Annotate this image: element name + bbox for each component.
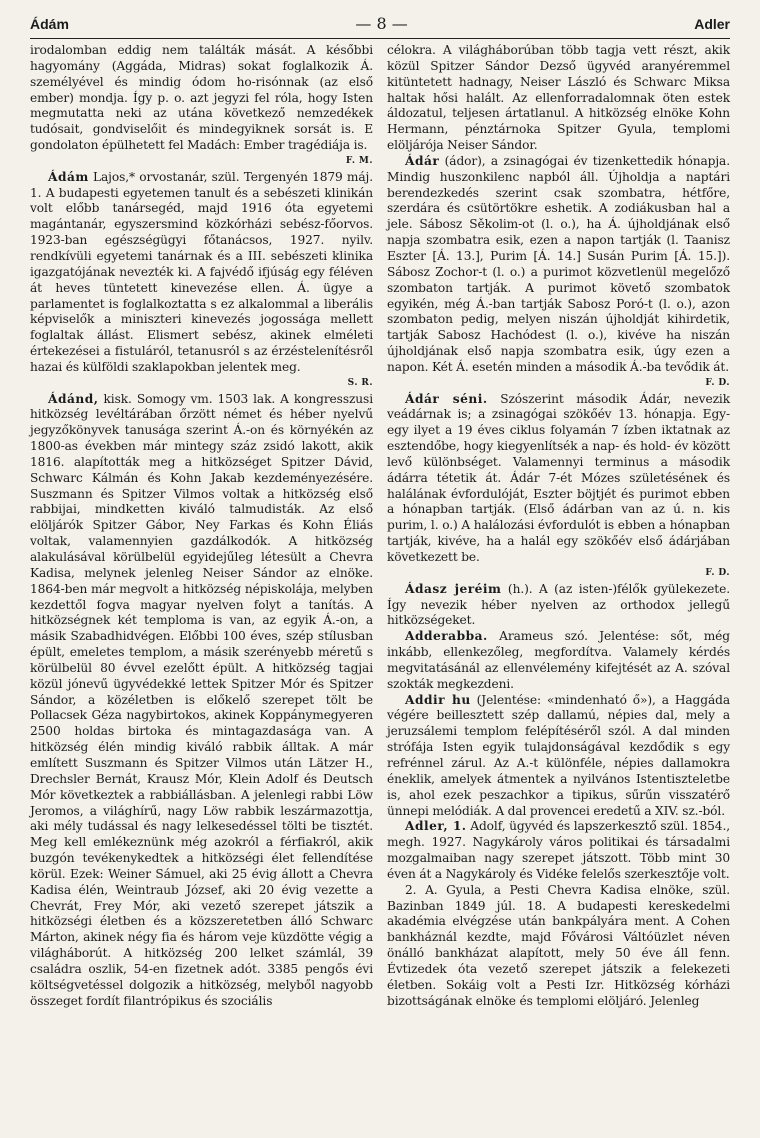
- page-number: — 8 —: [355, 14, 408, 33]
- entry-text: Szószerint második Ádár, nevezik veádárnak is; a zsinagógai szökőév 13. hónapja. Egy-egy ilyet a 19 éves ciklus folyamán 7 ízben iktatnak az esztendőbe, hogy kiegyenlítsék a nap- és hold- év között levő különbséget. Valamennyi terminus a második ádárra tétetik át. Ádár 7-ét Mózes születésének és halálának évfordulóját, Eszter böjtjét és purimot ebben a hónapban tartják. (Első ádárban van az ú. n. kis purim, l. o.) A halálozási évfordulót is ebben a hónapban tartják, kivéve, ha a halál egy szökőév első ádárjában következett be.: [387, 391, 730, 564]
- entry-text: (Jelentése: «mindenható ő»), a Haggáda végére beillesztett szép dallamú, népies dal, mely a jeruzsálemi templom felépítéséről szól. A dal minden strófája Isten egyik tulajdonságával kezdődik s egy refrénnel zárul. Az A.-t különféle, népies dallamokra éneklik, amelyek átmentek a nyilvános Istentiszteletbe is, ahol ezek peszachkor a tipikus, sűrűn visszatérő ünnepi melódiák. A dal provencei eredetű a XIV. sz.-ból.: [387, 692, 730, 818]
- entry-headword: Adderabba.: [405, 629, 488, 644]
- running-header: [30, 14, 730, 36]
- entry-paragraph: [387, 43, 730, 154]
- entry-paragraph: [387, 392, 730, 582]
- entry-paragraph: [387, 629, 730, 692]
- right-column: [387, 43, 730, 1009]
- entry-text: kisk. Somogy vm. 1503 lak. A kongresszusi hitközség levéltárában őrzött német és héber nyelvű jegyzőkönyvek tanusága szerint Á.-on és környékén az 1800-as években már mintegy száz zsidó lakott, akik 1816. alapították meg a hitközséget Spitzer Dávid, Schwarc Kálmán és Kohn Jakab kezdeményezésére. Suszmann és Spitzer Vilmos voltak a hitközség első rabbijai, mindketten kiváló talmudisták. Az első elöljárók Spitzer Gábor, Ney Farkas és Kohn Éliás voltak, valamennyien gazdálkodók. A hitközség alakulásával körülbelül egyidejűleg létesült a Chevra Kadisa, melynek jelenleg Neiser Sándor az elnöke. 1864-ben már megvolt a hitközség népiskolája, melyben kezdettől fogva magyar nyelven folyt a tanítás. A hitközségnek két temploma is van, az egyik Á.-on, a másik Szabadhidvégen. Előbbi 100 éves, szép stílusban épült, emeletes templom, a másik szerényebb méretű s körülbelül 80 évvel ezelőtt épült. A hitközség tagjai közül jónevű ügyvédekké lettek Spitzer Mór és Spitzer Sándor, a közéletben is előkelő szerepet tölt be Pollacsek Géza nagybirtokos, akinek Koppánymegyeren 2500 holdas birtoka és mintagazdasága van. A hitközség élén mindig kiváló rabbik álltak. A már említett Suszmann és Spitzer Vilmos után Lätzer H., Drechsler Bernát, Krausz Mór, Klein Adolf és Deutsch Mór következtek a rabbiállásban. A jelenlegi rabbi Löw Jeromos, a világhírű, nagy Löw rabbik leszármazottja, aki mély tudással és nagy lelkesedéssel tölti be tisztét. Meg kell emlékeznünk még azokról a férfiakról, akik buzgón tevékenykedtek a hitközségi élet fellendítése körül. Ezek: Weiner Sámuel, aki 25 évig állott a Chevra Kadisa élén, Weintraub József, aki 20 évig vezette a Chevrát, Frey Mór, aki vezető szerepet játszik a hitközségi életben és a közszeretetben álló Schwarc Márton, akinek négy fia és három veje küzdötte végig a világháborút. A hitközség 200 lelket számlál, 39 családra oszlik, 54-en fizetnek adót. 3385 pengős évi költségvetéssel dolgozik a hitközség, melyből nagyobb összeget fordít filantrópikus és szociális: [30, 391, 373, 1008]
- entry-headword: Ádánd,: [48, 391, 99, 406]
- entry-text: A. Gyula, a Pesti Chevra Kadisa elnöke, szül. Bazinban 1849 júl. 18. A budapesti kereskedelmi akadémia elvégzése után bankpályára ment. A Cohen bankháznál kezdte, majd Fővárosi Váltóüzlet néven önálló bankházat alapított, mely 50 éve áll fenn. Évtizedek óta vezető szerepet játszik a felekezeti életben. Sokáig volt a Pesti Izr. Hitközség kórházi bizottságának elnöke és templomi elöljáró. Jelenleg: [387, 882, 730, 1008]
- header-right-word: Adler: [694, 16, 730, 32]
- entry-text: irodalomban eddig nem találták mását. A későbbi hagyomány (Aggáda, Midras) sokat foglalkozik Á. személyével és mindig ódom ho-risónnak (az első ember) mondja. Így p. o. azt jegyzi fel róla, hogy Isten megmutatta neki az utána következő nemzedékek tudósait, gondviselőit és mindegyiknek sorsát is. E gondolaton épülhetett fel Madách: Ember tragédiája is.: [30, 43, 373, 153]
- entry-paragraph: [387, 582, 730, 630]
- author-initials: F. D.: [705, 377, 730, 388]
- entry-number: 2.: [405, 882, 426, 897]
- text-columns: [30, 43, 730, 1009]
- author-initials: S. R.: [347, 377, 373, 388]
- entry-text: (ádor), a zsinagógai év tizenkettedik hónapja. Mindig huszonkilenc napból áll. Újholdja a naptári berendezkedés szerint csak szombatra, hétfőre, szerdára és csütörtökre eshetik. A zodiákusban hal a jele. Sábosz Sěkolim-ot (l. o.), ha Á. újholdjának első napja szombatra esik, ezen a napon tartják (l. Taanisz Eszter [Á. 13.], Purim [Á. 14.] Susán Purim [Á. 15.]). Sábosz Zochor-t (l. o.) a purimot közvetlenül megelőző szombaton tartják. A purimot követő szombatok egyikén, még Á.-ban tartják Sabosz Poró-t (l. o.), azon szombaton pedig, melyen niszán újholdját kihirdetik, tartják Sabosz Hachódest (l. o.), kivéve ha niszán újholdjának első napja szombatra esik, úgy ezen a napon. Két Á. esetén minden a második Á.-ba tevődik át.: [387, 153, 730, 374]
- author-initials: F. M.: [345, 155, 373, 166]
- author-initials: F. D.: [705, 567, 730, 578]
- entry-paragraph: [30, 43, 373, 170]
- entry-paragraph: [387, 154, 730, 392]
- entry-text: (h.). A (az isten-)félők gyülekezete. Így nevezik héber nyelven az orthodox jellegű hitközségeket.: [387, 581, 730, 628]
- entry-paragraph: [387, 693, 730, 820]
- entry-headword: Ádasz jeréim: [405, 581, 502, 596]
- entry-headword: Ádár séni.: [405, 391, 488, 406]
- left-column: [30, 43, 373, 1009]
- entry-headword: Ádár: [405, 153, 440, 168]
- entry-text: célokra. A világháborúban több tagja vett részt, akik közül Spitzer Sándor Dezső ügyvéd aranyéremmel kitüntetett hadnagy, Neiser László és Schwarc Miksa haltak hősi halált. Az ellenforradalomnak öten estek áldozatul, teljesen ártatlanul. A hitközség elnöke Kohn Hermann, pénztárnoka Spitzer Gyula, templomi elöljárója Neiser Sándor.: [387, 43, 730, 153]
- entry-headword: Adler, 1.: [405, 819, 467, 834]
- entry-headword: Addir hu: [405, 692, 471, 707]
- entry-paragraph: [30, 170, 373, 392]
- header-left-word: Ádám: [30, 16, 69, 32]
- entry-paragraph: [387, 883, 730, 1010]
- entry-paragraph: [30, 392, 373, 1010]
- entry-headword: Ádám: [48, 169, 89, 184]
- entry-text: Arameus szó. Jelentése: sőt, még inkább, ellenkezőleg, megfordítva. Valamely kérdés megvitatásánál az ellenvélemény kifejtését az A. szóval szokták megkezdeni.: [387, 629, 730, 691]
- entry-paragraph: [387, 819, 730, 882]
- header-rule: [30, 38, 730, 39]
- entry-text: Lajos,* orvostanár, szül. Tergenyén 1879 máj. 1. A budapesti egyetemen tanult és a sebészeti klinikán volt előbb tanársegéd, majd 1916 óta egyetemi magántanár, egyszersmind közkórházi sebész-főorvos. 1923-ban egészségügyi főtanácsos, 1927. nyilv. rendkívüli egyetemi tanárnak és a III. sebészeti klinika igazgatójának nevezték ki. A fajvédő ifjúság egy féléven át heves tüntetett kinevezése ellen. Á. ügye a parlamentet is foglalkoztatta s ez alkalommal a liberális képviselők a miniszteri kinevezés jogossága mellett foglaltak állást. Elismert sebész, akinek elméleti értekezései a fistuláról, tetanusról s az érzéstelenítésről hazai és külföldi szaklapokban jelentek meg.: [30, 169, 373, 374]
- entry-text: Adolf, ügyvéd és lapszerkesztő szül. 1854., megh. 1927. Nagykároly város politikai és társadalmi mozgalmaiban nagy szerepet játszott. Több mint 30 éven át a Nagykároly és Vidéke felelős szerkesztője volt.: [387, 819, 731, 881]
